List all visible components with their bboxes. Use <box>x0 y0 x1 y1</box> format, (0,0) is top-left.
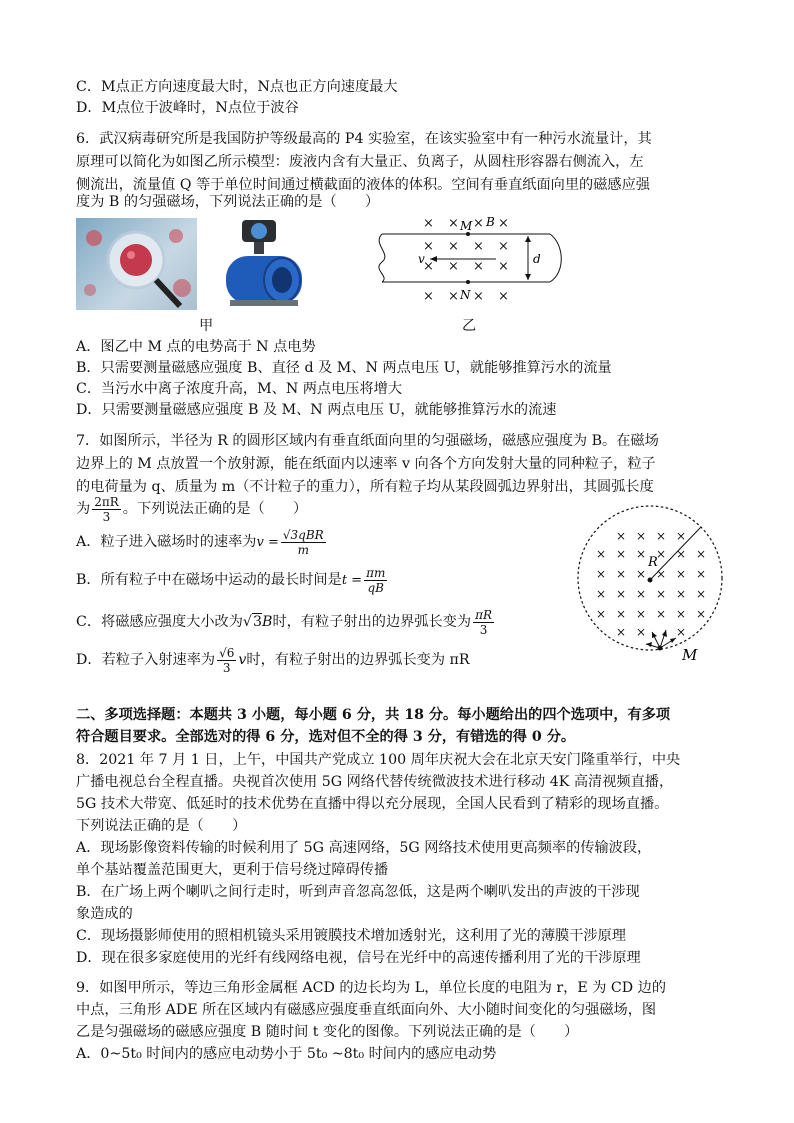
svg-text:×: × <box>498 216 509 231</box>
svg-text:×: × <box>616 607 627 621</box>
q7-stem-4: 为 $\frac{2\pi R}{3}$ 。下列说法正确的是（ ） <box>76 494 308 524</box>
svg-text:×: × <box>473 239 484 254</box>
svg-text:×: × <box>616 567 627 581</box>
flowmeter-photo <box>220 218 308 310</box>
q8-option-a-2: 单个基站覆盖范围更大，更利于信号绕过障碍传播 <box>76 862 389 878</box>
svg-text:×: × <box>656 529 667 543</box>
svg-text:×: × <box>636 625 647 639</box>
section2-heading-1: 二、多项选择题：本题共 3 小题，每小题 6 分，共 18 分。每小题给出的四个选项中，有多项 <box>76 707 671 723</box>
svg-text:×: × <box>596 547 607 561</box>
svg-text:×: × <box>636 529 647 543</box>
svg-text:×: × <box>636 587 647 601</box>
svg-text:×: × <box>473 289 484 304</box>
svg-text:×: × <box>676 587 687 601</box>
q8-stem-1: 8．2021 年 7 月 1 日，上午，中国共产党成立 100 周年庆祝大会在北京天安门隆重举行，中央 <box>76 752 681 768</box>
label-d: d <box>533 252 541 266</box>
svg-text:×: × <box>676 529 687 543</box>
svg-text:×: × <box>448 239 459 254</box>
svg-text:×: × <box>596 567 607 581</box>
svg-text:×: × <box>636 567 647 581</box>
q7-option-a: A．粒子进入磁场时的速率为v = $\frac{\text{√3qBR}}{m}$ <box>76 527 324 557</box>
svg-text:×: × <box>473 216 484 231</box>
svg-text:×: × <box>656 607 667 621</box>
virus-photo <box>76 218 197 310</box>
svg-text:×: × <box>656 567 667 581</box>
magnetic-circle-figure <box>572 502 732 670</box>
svg-text:×: × <box>616 547 627 561</box>
svg-text:×: × <box>448 259 459 274</box>
label-v: v <box>418 252 425 266</box>
svg-text:×: × <box>423 239 434 254</box>
svg-text:×: × <box>616 587 627 601</box>
q8-option-b-2: 象造成的 <box>76 906 133 922</box>
q6-stem-3: 侧流出，流量值 Q 等于单位时间通过横截面的液体的体积。空间有垂直纸面向里的磁感应强 <box>76 177 650 193</box>
svg-text:×: × <box>498 239 509 254</box>
svg-text:×: × <box>423 216 434 231</box>
svg-text:×: × <box>656 547 667 561</box>
q6-option-b: B．只需要测量磁感应强度 B、直径 d 及 M、N 两点电压 U，就能够推算污水的流量 <box>76 360 612 376</box>
svg-text:×: × <box>676 625 687 639</box>
q5-option-d: D．M点位于波峰时，N点位于波谷 <box>76 100 299 116</box>
q6-option-d: D．只需要测量磁感应强度 B 及 M、N 两点电压 U，就能够推算污水的流速 <box>76 402 557 418</box>
svg-text:×: × <box>448 216 459 231</box>
q7-stem-3: 的电荷量为 q、质量为 m（不计粒子的重力），所有粒子均从某段圆弧边界射出，其圆弧长度 <box>76 479 654 495</box>
q9-stem-1: 9．如图甲所示，等边三角形金属框 ACD 的边长均为 L，单位长度的电阻为 r，E 为 CD 边的 <box>76 980 667 996</box>
svg-text:×: × <box>696 547 707 561</box>
svg-text:×: × <box>423 259 434 274</box>
q9-option-a: A．0~5t₀ 时间内的感应电动势小于 5t₀ ~8t₀ 时间内的感应电动势 <box>76 1046 497 1062</box>
q6-option-c: C．当污水中离子浓度升高，M、N 两点电压将增大 <box>76 381 403 397</box>
svg-text:×: × <box>616 625 627 639</box>
q6-stem-1: 6．武汉病毒研究所是我国防护等级最高的 P4 实验室，在该实验室中有一种污水流量计，其 <box>76 131 652 147</box>
svg-text:×: × <box>596 587 607 601</box>
svg-text:×: × <box>676 547 687 561</box>
q8-option-b-1: B．在广场上两个喇叭之间行走时，听到声音忽高忽低，这是两个喇叭发出的声波的干涉现 <box>76 884 640 900</box>
q9-stem-2: 中点，三角形 ADE 所在区域内有磁感应强度垂直纸面向外、大小随时间变化的匀强磁场，图 <box>76 1002 657 1018</box>
q6-stem-4: 度为 B 的匀强磁场，下列说法正确的是（ ） <box>76 194 380 210</box>
q9-stem-3: 乙是匀强磁场的磁感应强度 B 随时间 t 变化的图像。下列说法正确的是（ ） <box>76 1024 579 1040</box>
label-b: B <box>486 215 495 229</box>
svg-text:×: × <box>676 567 687 581</box>
q8-option-d: D．现在很多家庭使用的光纤有线网络电视，信号在光纤中的高速传播利用了光的干涉原理 <box>76 950 641 966</box>
svg-text:×: × <box>676 607 687 621</box>
svg-text:×: × <box>696 587 707 601</box>
svg-text:×: × <box>696 607 707 621</box>
q8-stem-3: 5G 技术大带宽、低延时的技术优势在直播中得以充分展现，全国人民看到了精彩的现场直播。 <box>76 796 669 812</box>
virus-illustration <box>76 218 197 310</box>
label-m: M <box>460 219 473 233</box>
q7-option-c: C．将磁感应强度大小改为√3B时，有粒子射出的边界弧长变为 $\frac{\pi R}{3}$ <box>76 607 492 637</box>
svg-text:×: × <box>696 567 707 581</box>
q7-option-d: D．若粒子入射速率为 $\frac{√6}{3}$ v时，有粒子射出的边界弧长变为 πR <box>76 645 470 675</box>
svg-text:×: × <box>596 607 607 621</box>
svg-text:×: × <box>498 289 509 304</box>
svg-text:×: × <box>616 529 627 543</box>
q8-option-c: C．现场摄影师使用的照相机镜头采用镀膜技术增加透射光，这利用了光的薄膜干涉原理 <box>76 928 626 944</box>
flow-pipe-figure <box>370 210 570 310</box>
section2-heading-2: 符合题目要求。全部选对的得 6 分，选对但不全的得 3 分，有错选的得 0 分。 <box>76 729 576 745</box>
label-m-point: M <box>682 646 698 664</box>
q8-option-a-1: A．现场影像资料传输的时候利用了 5G 高速网络，5G 网络技术使用更高频率的传输波段， <box>76 840 652 856</box>
svg-text:×: × <box>636 607 647 621</box>
q6-stem-2: 原理可以简化为如图乙所示模型：废液内含有大量正、负离子，从圆柱形容器右侧流入，左 <box>76 154 644 170</box>
svg-text:×: × <box>498 259 509 274</box>
figure-yi-label: 乙 <box>462 318 477 334</box>
q6-option-a: A．图乙中 M 点的电势高于 N 点电势 <box>76 339 316 355</box>
q7-option-b: B．所有粒子中在磁场中运动的最长时间是t = $\frac{\pi m}{qB}$ <box>76 565 386 595</box>
q7-stem-1: 7．如图所示，半径为 R 的圆形区域内有垂直纸面向里的匀强磁场，磁感应强度为 B。在磁场 <box>76 433 659 449</box>
svg-text:×: × <box>423 289 434 304</box>
label-n: N <box>460 288 471 302</box>
q7-stem-2: 边界上的 M 点放置一个放射源，能在纸面内以速率 v 向各个方向发射大量的同种粒子，粒子 <box>76 456 656 472</box>
svg-text:×: × <box>656 587 667 601</box>
flowmeter-illustration <box>220 218 308 310</box>
q8-stem-2: 广播电视总台全程直播。央视首次使用 5G 网络代替传统微波技术进行移动 4K 高清视频直播， <box>76 774 674 790</box>
q5-option-c: C．M点正方向速度最大时，N点也正方向速度最大 <box>76 79 398 95</box>
label-r: R <box>648 555 658 570</box>
svg-text:×: × <box>473 259 484 274</box>
q8-stem-4: 下列说法正确的是（ ） <box>76 818 247 834</box>
svg-text:×: × <box>448 289 459 304</box>
svg-text:×: × <box>636 547 647 561</box>
figure-jia-label: 甲 <box>199 318 214 334</box>
